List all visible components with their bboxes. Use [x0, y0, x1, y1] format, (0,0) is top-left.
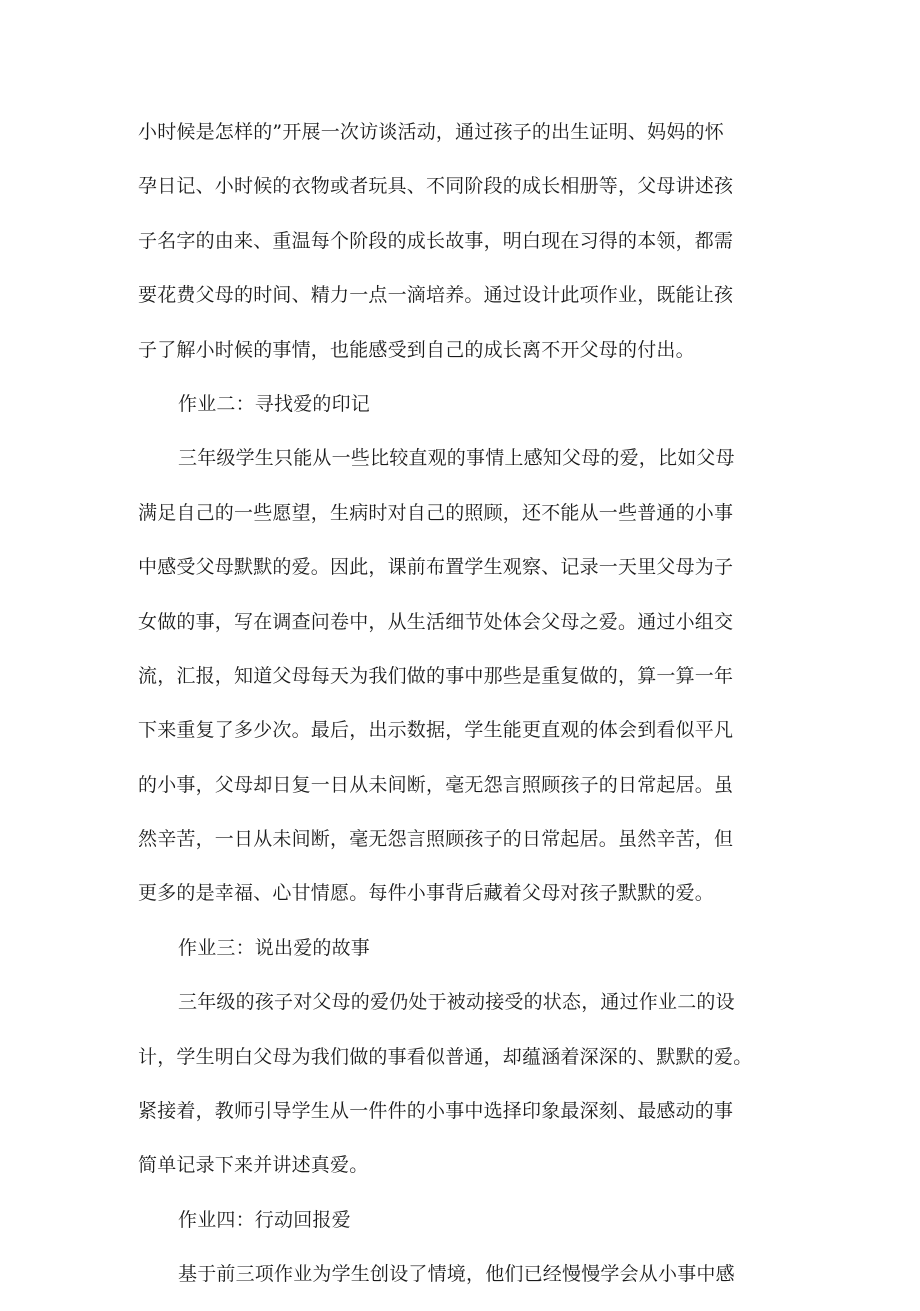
- section-heading-2: 作业二：寻找爱的印记: [178, 392, 371, 415]
- text-line: 简单记录下来并讲述真爱。: [138, 1154, 369, 1177]
- text-line: 基于前三项作业为学生创设了情境，他们已经慢慢学会从小事中感: [178, 1263, 735, 1286]
- text-line: 然辛苦，一日从未间断，毫无怨言照顾孩子的日常起居。虽然辛苦，但: [138, 828, 734, 851]
- text-line: 小时候是怎样的”开展一次访谈活动，通过孩子的出生证明、妈妈的怀: [138, 121, 724, 143]
- paragraph-3: [138, 984, 788, 1183]
- text-line: 紧接着，教师引导学生从一件件的小事中选择印象最深刻、最感动的事: [138, 1100, 734, 1123]
- text-line: 子了解小时候的事情，也能感受到自己的成长离不开父母的付出。: [138, 338, 695, 361]
- text-line: 满足自己的一些愿望，生病时对自己的照顾，还不能从一些普通的小事: [138, 501, 734, 524]
- text-line: 计，学生明白父母为我们做的事看似普通，却蕴涵着深深的、默默的爱。: [138, 1045, 753, 1068]
- section-heading-4: 作业四：行动回报爱: [178, 1208, 351, 1231]
- document-page: [138, 114, 788, 1311]
- text-line: 三年级的孩子对父母的爱仍处于被动接受的状态，通过作业二的设: [178, 991, 735, 1014]
- text-line: 流，汇报，知道父母每天为我们做的事中那些是重复做的，算一算一年: [138, 664, 734, 687]
- paragraph-2: [138, 440, 788, 911]
- paragraph-1: [138, 114, 788, 368]
- text-line: 要花费父母的时间、精力一点一滴培养。通过设计此项作业，既能让孩: [138, 284, 734, 307]
- text-line: 女做的事，写在调查问卷中，从生活细节处体会父母之爱。通过小组交: [138, 610, 734, 633]
- text-line: 三年级学生只能从一些比较直观的事情上感知父母的爱，比如父母: [178, 447, 735, 470]
- text-line: 的小事，父母却日复一日从未间断，毫无怨言照顾孩子的日常起居。虽: [138, 773, 734, 796]
- text-line: 下来重复了多少次。最后，出示数据，学生能更直观的体会到看似平凡: [138, 719, 734, 742]
- text-line: 更多的是幸福、心甘情愿。每件小事背后藏着父母对孩子默默的爱。: [138, 882, 715, 905]
- text-line: 中感受父母默默的爱。因此，课前布置学生观察、记录一天里父母为子: [138, 556, 734, 579]
- text-line: 子名字的由来、重温每个阶段的成长故事，明白现在习得的本领，都需: [138, 229, 734, 252]
- text-line: 孕日记、小时候的衣物或者玩具、不同阶段的成长相册等，父母讲述孩: [138, 175, 734, 198]
- paragraph-4: [138, 1256, 788, 1292]
- section-heading-3: 作业三：说出爱的故事: [178, 936, 371, 959]
